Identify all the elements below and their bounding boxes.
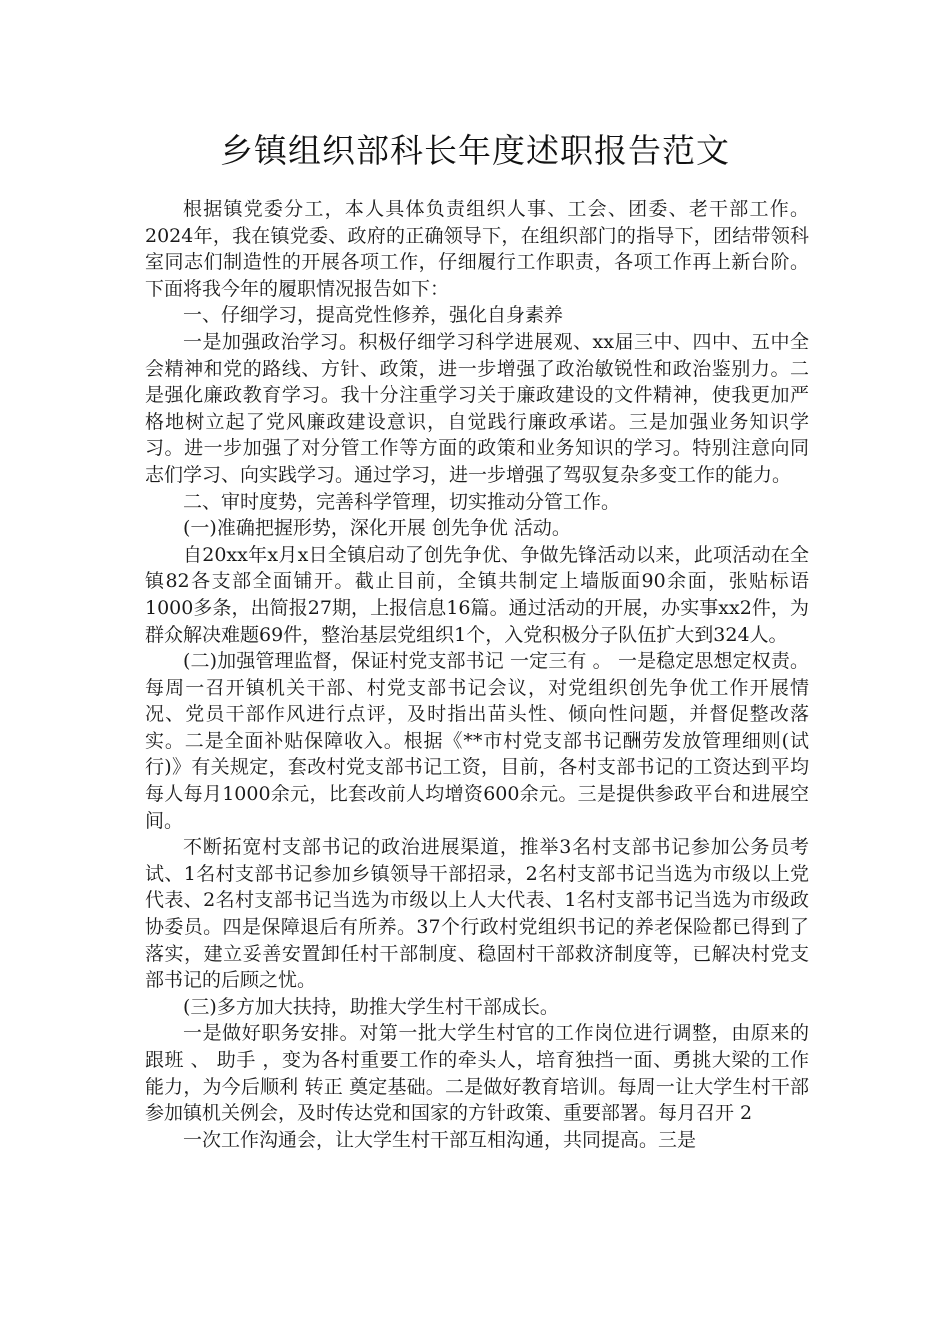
paragraph-continuation: 一次工作沟通会，让大学生村干部互相沟通，共同提高。三是 <box>183 1128 697 1151</box>
paragraph-study: 一是加强政治学习。积极仔细学习科学进展观、xx届三中、四中、五中全会精神和党的路线、方针、政策，进一步增强了政治敏锐性和政治鉴别力。二是强化廉政教育学习。我十分注重学习关于廉政建设的文件精神，使我更加严格地树立起了党风廉政建设意识，自觉践行廉政承诺。三是加强业务知识学习。进一步加强了对分管工作等方面的政策和业务知识的学习。特别注意向同志们学习、向实践学习。通过学习，进一步增强了驾驭复杂多变工作的能力。 <box>145 330 809 486</box>
subsection-heading-1: (一)准确把握形势，深化开展 创先争优 活动。 <box>183 517 571 540</box>
section-heading-2: 二、审时度势，完善科学管理，切实推动分管工作。 <box>183 490 621 513</box>
document-body <box>145 196 809 1153</box>
paragraph-college-officials: 一是做好职务安排。对第一批大学生村官的工作岗位进行调整，由原来的 跟班 、 助手 ，变为各村重要工作的牵头人，培育独挡一面、勇挑大梁的工作能力，为今后顺利 转正 奠定基础。二是做好教育培训。每周一让大学生村干部参加镇机关例会，及时传达党和国家的方针政策、重要部署。每月召开 2 <box>145 1022 809 1125</box>
paragraph-intro: 根据镇党委分工，本人具体负责组织人事、工会、团委、老干部工作。2024年，我在镇党委、政府的正确领导下，在组织部门的指导下，团结带领科室同志们制造性的开展各项工作，仔细履行工作职责，各项工作再上新台阶。下面将我今年的履职情况报告如下： <box>145 198 809 300</box>
document-title: 乡镇组织部科长年度述职报告范文 <box>220 131 730 170</box>
paragraph-channels: 不断拓宽村支部书记的政治进展渠道，推举3名村支部书记参加公务员考试、1名村支部书记参加乡镇领导干部招录，2名村支部书记当选为市级以上党代表、2名村支部书记当选为市级以上人大代表、1名村支部书记当选为市级政协委员。四是保障退后有所养。37个行政村党组织书记的养老保险都已得到了落实，建立妥善安置卸任村干部制度、稳固村干部救济制度等，已解决村党支部书记的后顾之忧。 <box>145 836 809 992</box>
paragraph-supervision: (二)加强管理监督，保证村党支部书记 一定三有 。 一是稳定思想定权责。每周一召开镇机关干部、村党支部书记会议，对党组织创先争优工作开展情况、党员干部作风进行点评，及时指出苗头性、倾向性问题，并督促整改落实。二是全面补贴保障收入。根据《**市村党支部书记酬劳发放管理细则(试行)》有关规定，套改村党支部书记工资，目前，各村支部书记的工资达到平均每人每月1000余元，比套改前人均增资600余元。三是提供参政平台和进展空间。 <box>145 650 809 832</box>
paragraph-activity: 自20xx年x月x日全镇启动了创先争优、争做先锋活动以来，此项活动在全镇82各支部全面铺开。截止目前，全镇共制定上墙版面90余面，张贴标语 1000多条，出简报27期，上报信息16篇。通过活动的开展，办实事xx2件，为群众解决难题69件，整治基层党组织1个，入党积极分子队伍扩大到324人。 <box>145 543 809 646</box>
section-heading-1: 一、仔细学习，提高党性修养，强化自身素养 <box>183 304 564 327</box>
subsection-heading-3: (三)多方加大扶持，助推大学生村干部成长。 <box>183 995 559 1018</box>
